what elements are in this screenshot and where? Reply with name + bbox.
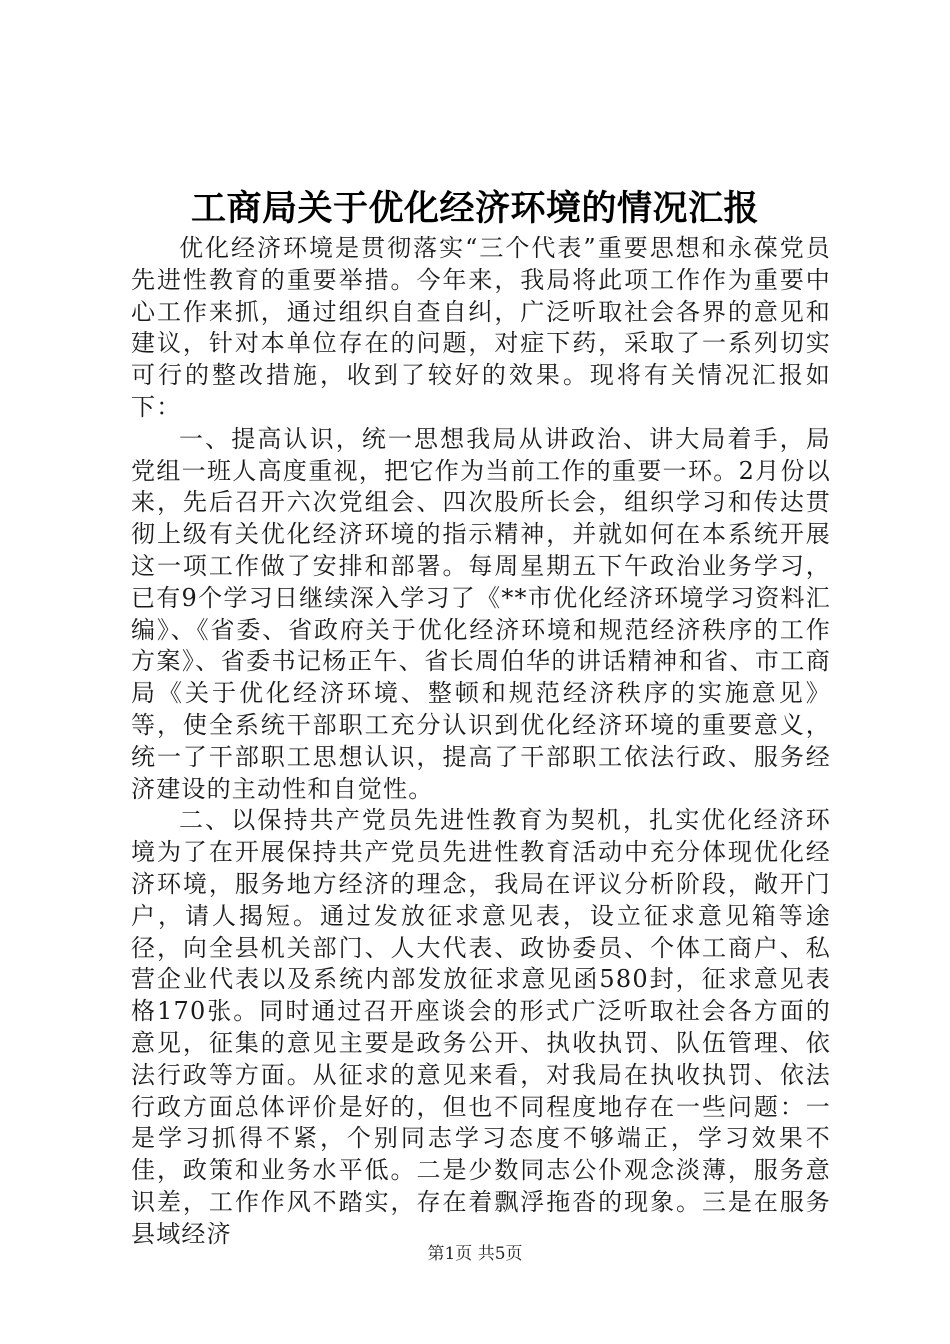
paragraph-section-2: 二、以保持共产党员先进性教育为契机，扎实优化经济环境为了在开展保持共产党员先进性教育活动中充分体现优化经济环境，服务地方经济的理念，我局在评议分析阶段，敞开门户，请人揭短。通过发放征求意见表，设立征求意见箱等途径，向全县机关部门、人大代表、政协委员、个体工商户、私营企业代表以及系统内部发放征求意见函580封，征求意见表格170张。同时通过召开座谈会的形式广泛听取社会各方面的意见，征集的意见主要是政务公开、执收执罚、队伍管理、依法行政等方面。从征求的意见来看，对我局在执收执罚、依法行政方面总体评价是好的，但也不同程度地存在一些问题：一是学习抓得不紧，个别同志学习态度不够端正，学习效果不佳，政策和业务水平低。二是少数同志公仆观念淡薄，服务意识差，工作作风不踏实，存在着飘浮拖沓的现象。三是在服务县域经济	[131, 806, 831, 1248]
page-number-footer: 第1页 共5页	[427, 1244, 523, 1264]
paragraph-intro: 优化经济环境是贯彻落实“三个代表”重要思想和永葆党员先进性教育的重要举措。今年来，我局将此项工作作为重要中心工作来抓，通过组织自查自纠，广泛听取社会各界的意见和建议，针对本单位存在的问题，对症下药，采取了一系列切实可行的整改措施，收到了较好的效果。现将有关情况汇报如下：	[131, 234, 831, 421]
document-title: 工商局关于优化经济环境的情况汇报	[190, 188, 759, 229]
paragraph-section-1: 一、提高认识，统一思想我局从讲政治、讲大局着手，局党组一班人高度重视，把它作为当前工作的重要一环。2月份以来，先后召开六次党组会、四次股所长会，组织学习和传达贯彻上级有关优化经济环境的指示精神，并就如何在本系统开展这一项工作做了安排和部署。每周星期五下午政治业务学习，已有9个学习日继续深入学习了《**市优化经济环境学习资料汇编》、《省委、省政府关于优化经济环境和规范经济秩序的工作方案》、省委书记杨正午、省长周伯华的讲话精神和省、市工商局《关于优化经济环境、整顿和规范经济秩序的实施意见》等，使全系统干部职工充分认识到优化经济环境的重要意义，统一了干部职工思想认识，提高了干部职工依法行政、服务经济建设的主动性和自觉性。	[131, 424, 831, 803]
document-body	[131, 233, 831, 1251]
